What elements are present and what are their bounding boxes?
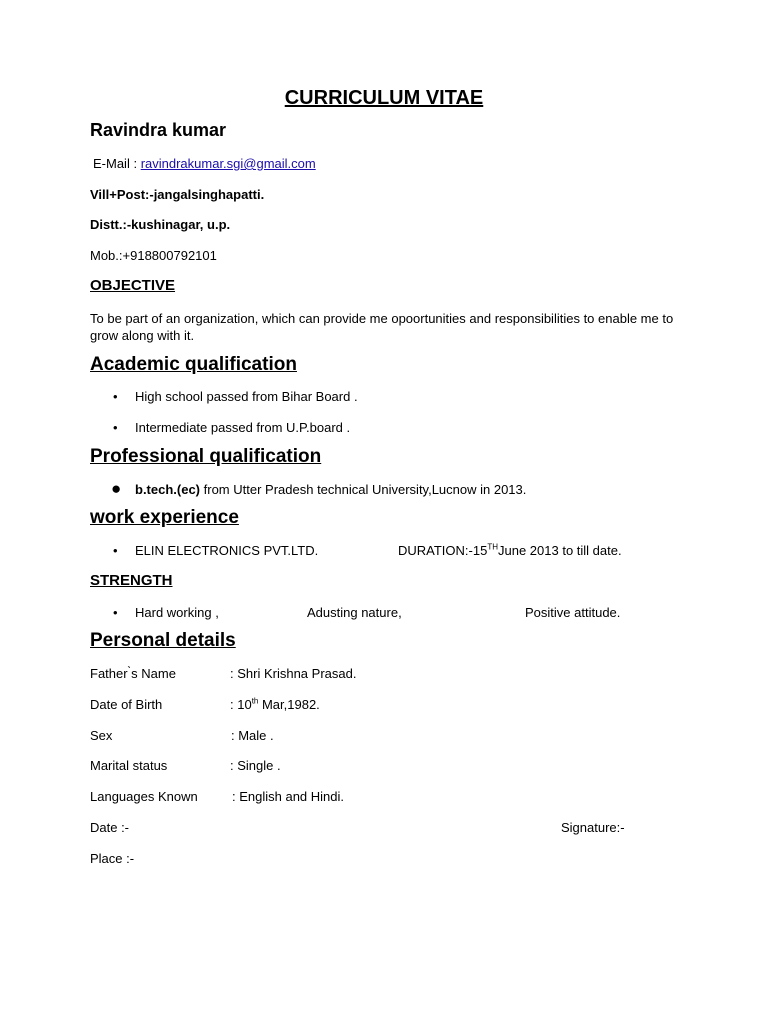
academic-item: Intermediate passed from U.P.board . xyxy=(135,420,351,435)
strength-item: Hard working , xyxy=(135,605,219,620)
strength-heading: STRENGTH xyxy=(90,572,173,589)
dob-prefix: : 10 xyxy=(230,697,252,712)
academic-heading: Academic qualification xyxy=(90,354,297,375)
bullet-icon: • xyxy=(113,605,118,620)
academic-item: High school passed from Bihar Board . xyxy=(135,389,358,404)
professional-heading: Professional qualification xyxy=(90,446,322,467)
email-link[interactable]: ravindrakumar.sgi@gmail.com xyxy=(140,156,316,171)
professional-item xyxy=(135,482,526,497)
degree-detail: from Utter Pradesh technical University,Lucnow in 2013. xyxy=(203,482,527,497)
dob-label: Date of Birth xyxy=(90,697,163,712)
bullet-icon: ● xyxy=(111,479,122,498)
languages-label: Languages Known xyxy=(90,789,198,804)
father-label: Father ̀s Name xyxy=(90,666,176,681)
father-value: : Shri Krishna Prasad. xyxy=(230,666,357,681)
duration-sup: TH xyxy=(487,542,498,552)
email-row xyxy=(93,156,316,171)
objective-heading: OBJECTIVE xyxy=(90,277,176,294)
dob-suffix: Mar,1982. xyxy=(258,697,320,712)
objective-text: To be part of an organization, which can provide me opoortunities and responsibilities to enable me to grow along with it. xyxy=(90,311,674,343)
email-label: E-Mail : xyxy=(93,156,138,171)
sex-label: Sex xyxy=(90,728,113,743)
bullet-icon: • xyxy=(113,389,118,404)
work-heading: work experience xyxy=(90,507,239,528)
sex-value: : Male . xyxy=(231,728,274,743)
work-company: ELIN ELECTRONICS PVT.LTD. xyxy=(135,543,319,558)
dob-value xyxy=(230,697,320,712)
address-line-1: Vill+Post:-jangalsinghapatti. xyxy=(90,187,265,202)
strength-item: Adusting nature, xyxy=(307,605,402,620)
bullet-icon: • xyxy=(113,420,118,435)
bullet-icon: • xyxy=(113,543,118,558)
duration-prefix: DURATION:-15 xyxy=(398,543,488,558)
address-line-2: Distt.:-kushinagar, u.p. xyxy=(90,217,231,232)
work-duration xyxy=(398,543,622,558)
duration-suffix: June 2013 to till date. xyxy=(498,543,622,558)
dob-sup: th xyxy=(251,696,259,706)
strength-item: Positive attitude. xyxy=(525,605,621,620)
marital-label: Marital status xyxy=(90,758,168,773)
document-title: CURRICULUM VITAE xyxy=(284,87,484,109)
candidate-name: Ravindra kumar xyxy=(90,120,227,140)
date-label: Date :- xyxy=(90,820,130,835)
degree: b.tech.(ec) xyxy=(135,482,201,497)
personal-heading: Personal details xyxy=(90,630,236,651)
mobile-number: Mob.:+918800792101 xyxy=(90,248,217,263)
marital-value: : Single . xyxy=(230,758,281,773)
place-label: Place :- xyxy=(90,851,135,866)
languages-value: : English and Hindi. xyxy=(232,789,345,804)
signature-label: Signature:- xyxy=(561,820,625,835)
